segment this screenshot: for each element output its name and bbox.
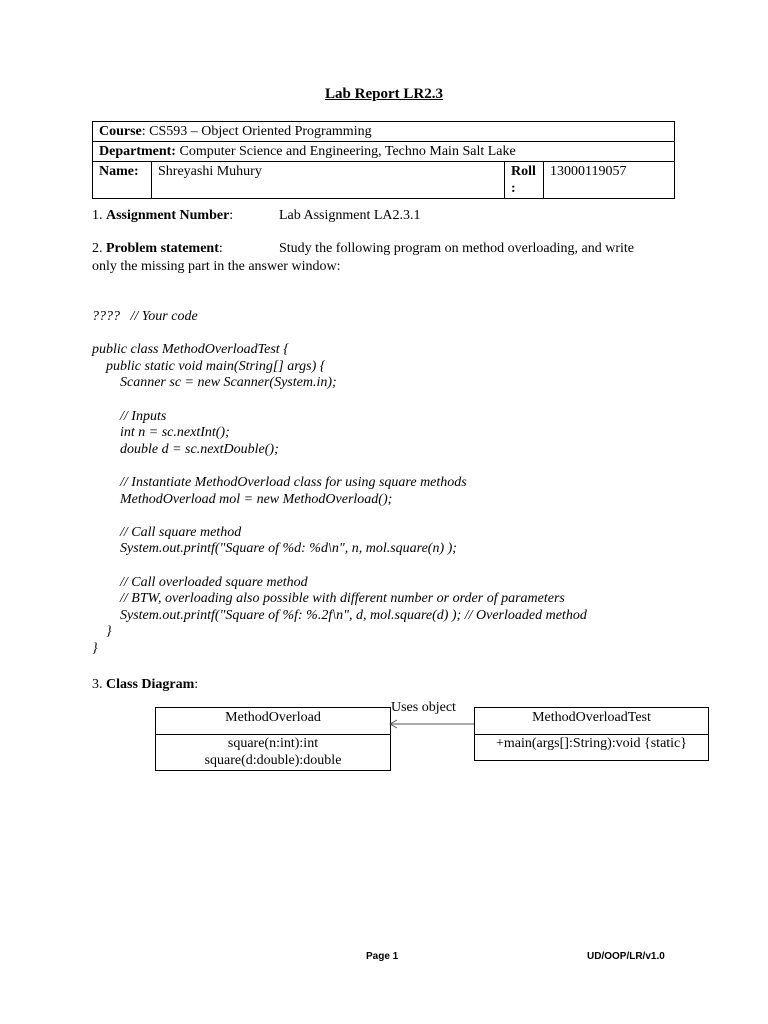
roll-label: Roll [511,164,536,179]
code-line [92,458,587,475]
class-name-methodoverloadtest: MethodOverloadTest [475,708,708,735]
class-diagram-number: 3. [92,677,103,692]
class-diagram-label: Class Diagram [106,677,195,692]
course-cell [93,122,675,142]
name-value: Shreyashi Muhury [152,162,505,199]
code-line [92,558,587,575]
method-main: +main(args[]:String):void {static} [496,736,687,751]
code-line: // Instantiate MethodOverload class for using square methods [92,474,467,490]
code-line: ???? // Your code [92,309,198,324]
method-square-int: square(n:int):int [227,736,319,751]
assignment-colon: : [229,208,234,223]
code-line: // Inputs [92,408,167,424]
code-line [92,392,587,409]
code-line: // Call square method [92,524,242,540]
assignment-label: Assignment Number [106,208,230,223]
department-cell [93,142,675,162]
class-methods-methodoverloadtest [475,735,708,760]
code-line: public static void main(String[] args) { [92,358,326,374]
course-row [93,122,675,142]
roll-value: 13000119057 [544,162,675,199]
course-value: : CS593 – Object Oriented Programming [141,124,372,139]
class-name-methodoverload: MethodOverload [156,708,390,735]
code-line: } [92,640,98,656]
code-block [92,309,587,657]
assignment-number: 1. [92,208,103,223]
problem-number: 2. [92,241,103,256]
name-label: Name: [93,162,152,199]
problem-text-line2: only the missing part in the answer window: [92,259,341,274]
problem-text-line1: Study the following program on method overloading, and write [279,241,634,256]
roll-label-cell [505,162,544,199]
department-row [93,142,675,162]
code-line [92,326,587,343]
department-value: Computer Science and Engineering, Techno Main Salt Lake [175,144,516,159]
code-line: } [92,624,112,640]
problem-section [92,240,676,276]
info-table [92,121,675,199]
department-label: Department: [99,144,176,159]
code-line: int n = sc.nextInt(); [92,425,230,441]
name-row [93,162,675,199]
code-line: // BTW, overloading also possible with different number or order of parameters [92,591,565,607]
problem-first-line [92,240,676,258]
assignment-section [92,207,421,225]
class-box-methodoverload [155,707,391,771]
problem-label: Problem statement [106,241,219,256]
class-diagram-heading [92,676,198,694]
code-line: System.out.printf("Square of %f: %.2f\n", d, mol.square(d) ); // Overloaded method [92,607,587,623]
relation-label: Uses object [391,700,456,715]
page-title: Lab Report LR2.3 [325,86,443,102]
course-label: Course [99,124,142,139]
code-line: System.out.printf("Square of %d: %d\n", n, mol.square(n) ); [92,541,457,557]
document-id: UD/OOP/LR/v1.0 [587,951,665,962]
page-number: Page 1 [366,951,399,962]
code-line: MethodOverload mol = new MethodOverload(); [92,491,393,507]
class-diagram-colon: : [194,677,199,692]
class-box-methodoverloadtest [474,707,709,761]
problem-colon: : [218,241,223,256]
code-line [92,508,587,525]
dependency-arrow [388,716,476,732]
assignment-value: Lab Assignment LA2.3.1 [279,208,421,223]
code-line: public class MethodOverloadTest { [92,342,289,358]
code-line: double d = sc.nextDouble(); [92,441,279,457]
roll-colon: : [511,181,516,196]
code-line: // Call overloaded square method [92,574,308,590]
class-methods-methodoverload [156,735,390,770]
code-line: Scanner sc = new Scanner(System.in); [92,375,337,391]
method-square-double: square(d:double):double [204,753,342,768]
